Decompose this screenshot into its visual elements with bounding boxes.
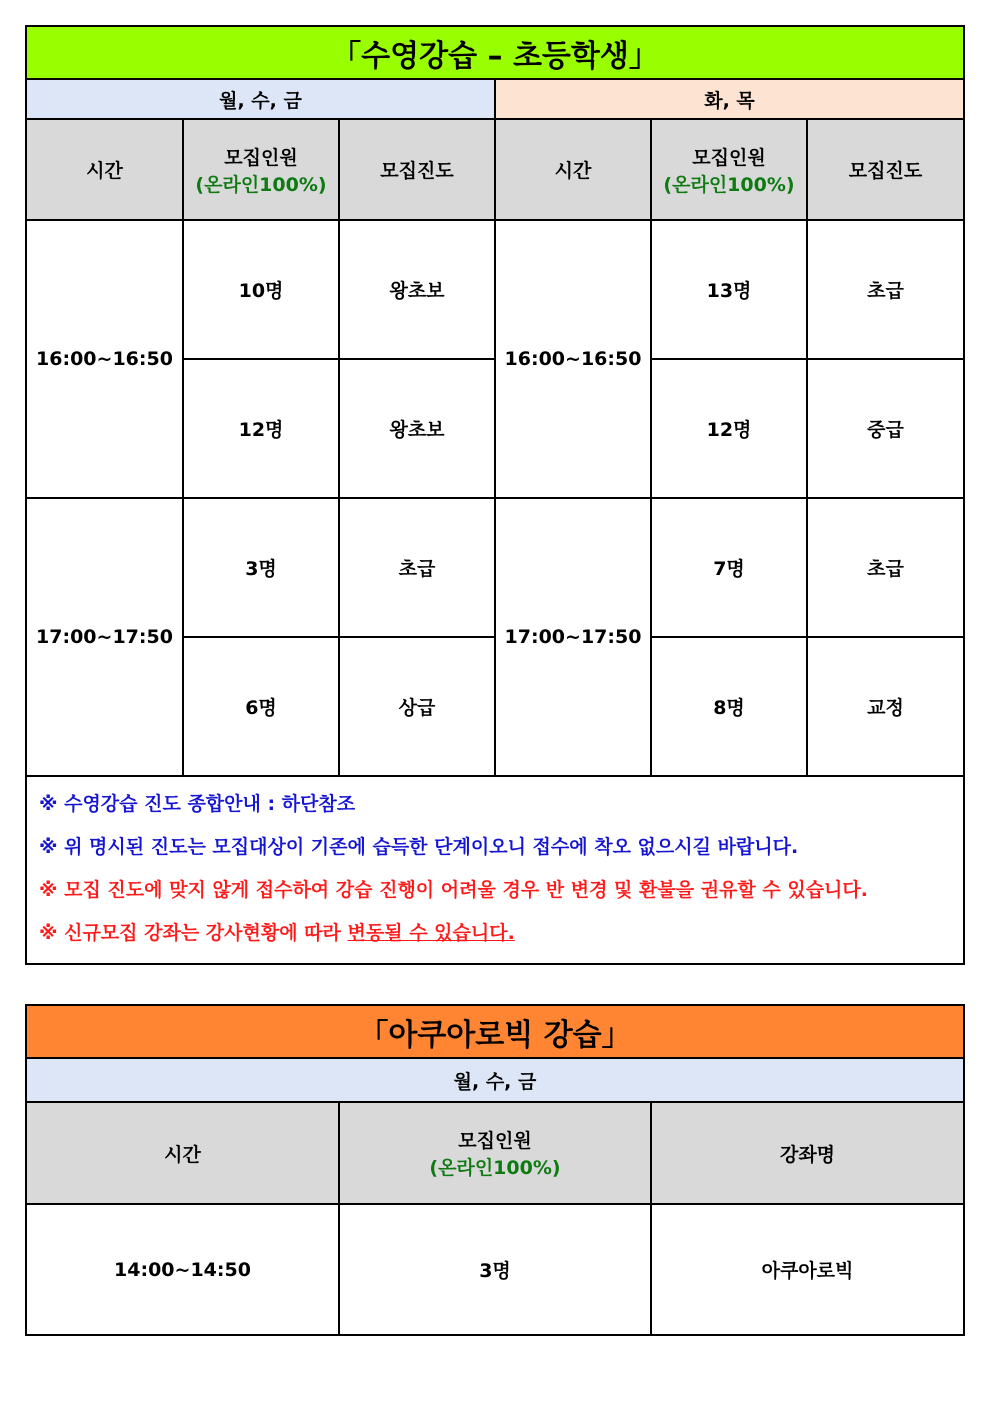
header-recruit — [183, 119, 339, 220]
level-cell: 상급 — [339, 637, 495, 776]
slot-time-cell: 16:00~16:50 — [495, 220, 651, 498]
level-cell: 왕초보 — [339, 220, 495, 359]
note-class-change: ※ 모집 진도에 맞지 않게 접수하여 강습 진행이 어려울 경우 반 변경 및 환불을 권유할 수 있습니다. — [39, 879, 868, 901]
count-cell: 7명 — [651, 498, 807, 637]
level-cell: 교정 — [807, 637, 964, 776]
level-cell: 초급 — [807, 498, 964, 637]
slot-time-cell: 17:00~17:50 — [26, 498, 183, 776]
header-time: 시간 — [26, 1102, 339, 1204]
header-level: 모집진도 — [339, 119, 495, 220]
class-name-cell: 아쿠아로빅 — [651, 1204, 964, 1335]
note-progress-guide: ※ 수영강습 진도 종합안내 : 하단참조 — [39, 793, 356, 815]
notes-cell — [26, 776, 964, 964]
note-level-warning: ※ 위 명시된 진도는 모집대상이 기존에 습득한 단계이오니 접수에 착오 없으시길 바랍니다. — [39, 836, 799, 858]
note-instructor-change — [39, 912, 951, 955]
count-cell: 8명 — [651, 637, 807, 776]
count-cell: 10명 — [183, 220, 339, 359]
header-time: 시간 — [26, 119, 183, 220]
header-recruit-label: 모집인원 — [458, 1130, 532, 1152]
aqua-title: 「아쿠아로빅 강습」 — [26, 1005, 964, 1058]
header-recruit — [339, 1102, 651, 1204]
note-instructor-change-text: ※ 신규모집 강좌는 강사현황에 따라 — [39, 922, 348, 944]
count-cell: 13명 — [651, 220, 807, 359]
aqua-schedule-table — [25, 1004, 965, 1336]
day-tue-thu: 화, 목 — [495, 79, 964, 119]
header-online-label: (온라인100%) — [663, 173, 795, 196]
day-mon-wed-fri: 월, 수, 금 — [26, 1058, 964, 1102]
level-cell: 중급 — [807, 359, 964, 498]
header-online-label: (온라인100%) — [195, 173, 327, 196]
level-cell: 초급 — [807, 220, 964, 359]
count-cell: 3명 — [183, 498, 339, 637]
header-time: 시간 — [495, 119, 651, 220]
level-cell: 초급 — [339, 498, 495, 637]
header-recruit-label: 모집인원 — [692, 146, 766, 169]
slot-time-cell: 14:00~14:50 — [26, 1204, 339, 1335]
header-recruit-label: 모집인원 — [224, 146, 298, 169]
count-cell: 12명 — [651, 359, 807, 498]
header-class-name: 강좌명 — [651, 1102, 964, 1204]
swim-schedule-table — [25, 25, 965, 965]
count-cell: 3명 — [339, 1204, 651, 1335]
header-online-label: (온라인100%) — [429, 1157, 561, 1179]
header-level: 모집진도 — [807, 119, 964, 220]
slot-time-cell: 17:00~17:50 — [495, 498, 651, 776]
note-instructor-change-underlined: 변동될 수 있습니다. — [347, 922, 515, 944]
day-mon-wed-fri: 월, 수, 금 — [26, 79, 495, 119]
swim-title: 「수영강습 – 초등학생」 — [26, 26, 964, 79]
count-cell: 6명 — [183, 637, 339, 776]
slot-time-cell: 16:00~16:50 — [26, 220, 183, 498]
count-cell: 12명 — [183, 359, 339, 498]
header-recruit — [651, 119, 807, 220]
level-cell: 왕초보 — [339, 359, 495, 498]
